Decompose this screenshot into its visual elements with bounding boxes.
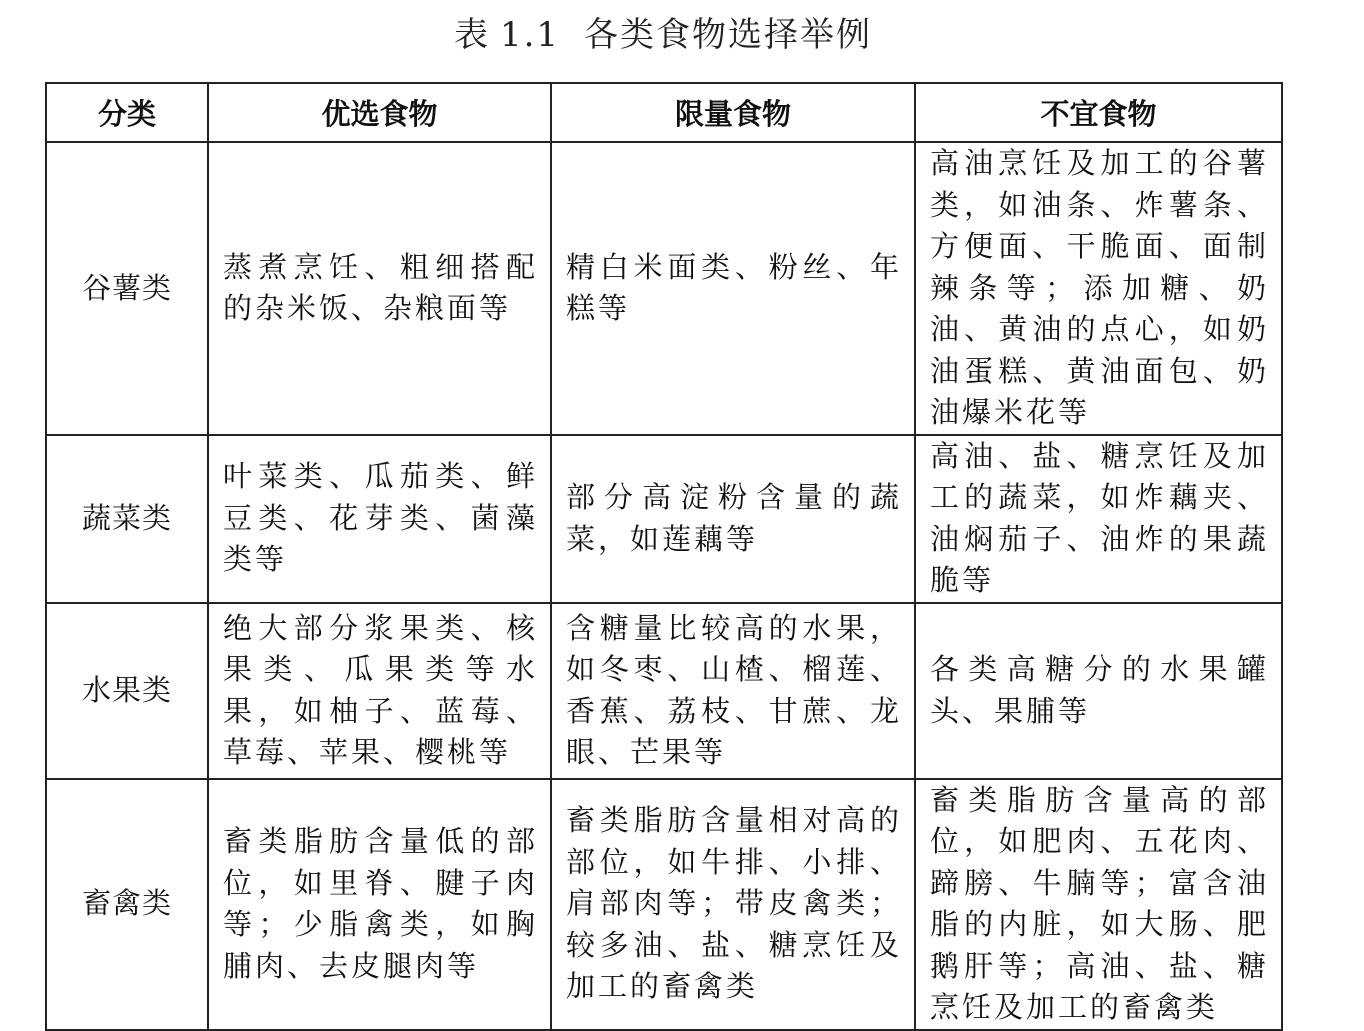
table-header-row	[46, 83, 1282, 142]
avoid-cell: 各类高糖分的水果罐头、果脯等	[915, 603, 1282, 779]
table-title-number: 1.1	[499, 15, 561, 55]
category-cell: 畜禽类	[46, 779, 208, 1030]
preferred-cell: 畜类脂肪含量低的部位，如里脊、腱子肉等；少脂禽类，如胸脯肉、去皮腿肉等	[208, 779, 551, 1030]
preferred-cell: 绝大部分浆果类、核果类、瓜果类等水果，如柚子、蓝莓、草莓、苹果、樱桃等	[208, 603, 551, 779]
avoid-cell: 高油烹饪及加工的谷薯类，如油条、炸薯条、方便面、干脆面、面制辣条等；添加糖、奶油、黄油的点心，如奶油蛋糕、黄油面包、奶油爆米花等	[915, 142, 1282, 435]
table-row	[46, 142, 1282, 435]
header-preferred: 优选食物	[208, 83, 551, 142]
limited-cell: 精白米面类、粉丝、年糕等	[551, 142, 915, 435]
header-avoid: 不宜食物	[915, 83, 1282, 142]
preferred-cell: 叶菜类、瓜茄类、鲜豆类、花芽类、菌藻类等	[208, 435, 551, 603]
preferred-cell: 蒸煮烹饪、粗细搭配的杂米饭、杂粮面等	[208, 142, 551, 435]
table-row	[46, 435, 1282, 603]
table-row	[46, 603, 1282, 779]
table-title	[0, 8, 1326, 62]
table-title-prefix: 表	[453, 15, 490, 55]
food-selection-table	[45, 82, 1283, 1031]
category-cell: 谷薯类	[46, 142, 208, 435]
table-row	[46, 779, 1282, 1030]
limited-cell: 含糖量比较高的水果，如冬枣、山楂、榴莲、香蕉、荔枝、甘蔗、龙眼、芒果等	[551, 603, 915, 779]
category-cell: 水果类	[46, 603, 208, 779]
table-title-text: 各类食物选择举例	[584, 15, 873, 55]
limited-cell: 部分高淀粉含量的蔬菜，如莲藕等	[551, 435, 915, 603]
header-category: 分类	[46, 83, 208, 142]
limited-cell: 畜类脂肪含量相对高的部位，如牛排、小排、肩部肉等；带皮禽类；较多油、盐、糖烹饪及加工的畜禽类	[551, 779, 915, 1030]
category-cell: 蔬菜类	[46, 435, 208, 603]
avoid-cell: 高油、盐、糖烹饪及加工的蔬菜，如炸藕夹、油焖茄子、油炸的果蔬脆等	[915, 435, 1282, 603]
avoid-cell: 畜类脂肪含量高的部位，如肥肉、五花肉、蹄膀、牛腩等；富含油脂的内脏，如大肠、肥鹅肝等；高油、盐、糖烹饪及加工的畜禽类	[915, 779, 1282, 1030]
header-limited: 限量食物	[551, 83, 915, 142]
